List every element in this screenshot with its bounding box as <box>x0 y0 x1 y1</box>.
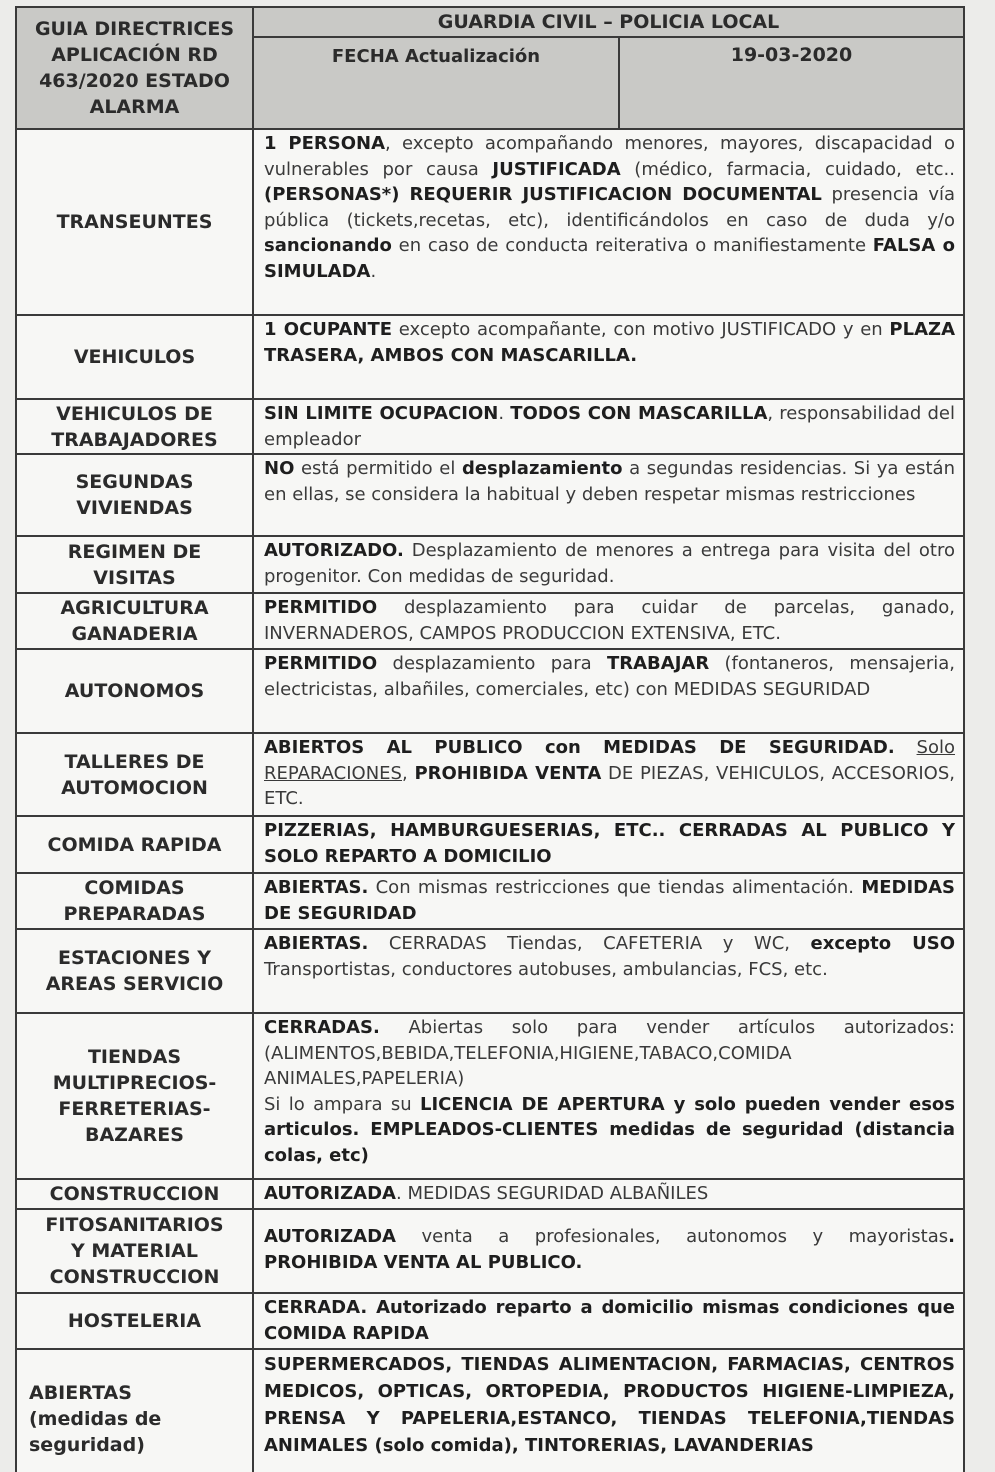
desc-text: . <box>370 260 377 282</box>
desc-bold: desplazamiento <box>461 458 623 479</box>
desc-text: venta a profesionales, autonomos y mayoristas <box>396 1226 949 1247</box>
table-row <box>17 316 963 400</box>
row-category: HOSTELERIA <box>17 1294 254 1348</box>
table-row <box>17 537 963 594</box>
authority-title: GUARDIA CIVIL – POLICIA LOCAL <box>254 8 963 38</box>
table-header <box>17 8 963 130</box>
row-description <box>254 817 963 872</box>
row-category: COMIDA RAPIDA <box>17 817 254 872</box>
desc-text: Desplazamiento de menores a entrega para visita del otro progenitor. Con medidas de seguridad. <box>264 540 955 587</box>
desc-bold: PROHIBIDA VENTA <box>414 762 602 784</box>
row-description <box>254 734 963 815</box>
desc-text: excepto acompañante, con motivo JUSTIFICADO y en <box>392 319 890 340</box>
desc-bold: PIZZERIAS, HAMBURGUESERIAS, ETC.. CERRADAS AL PUBLICO Y SOLO REPARTO A DOMICILIO <box>264 820 955 867</box>
row-category: VEHICULOS <box>17 316 254 398</box>
table-row <box>17 930 963 1014</box>
desc-bold: CERRADA. Autorizado reparto a domicilio mismas condiciones que COMIDA RAPIDA <box>264 1297 955 1344</box>
desc-text: (fontaneros, mensajeria, electricistas, albañiles, comerciales, etc) con MEDIDAS SEGURIDAD <box>264 653 955 700</box>
desc-text: Con mismas restricciones que tiendas alimentación. <box>368 877 862 898</box>
desc-bold: CERRADAS. <box>264 1017 380 1038</box>
table-row <box>17 594 963 650</box>
row-description <box>254 537 963 592</box>
row-category: COMIDAS PREPARADAS <box>17 874 254 928</box>
table-row <box>17 455 963 537</box>
desc-paragraph <box>264 1015 955 1092</box>
table-row <box>17 734 963 817</box>
table-row <box>17 130 963 316</box>
desc-bold: sancionando <box>264 235 392 256</box>
table-row <box>17 874 963 930</box>
desc-bold: AUTORIZADO. <box>264 540 404 561</box>
row-category: CONSTRUCCION <box>17 1180 254 1208</box>
desc-text: en caso de conducta reiterativa o manifiestamente <box>391 235 873 256</box>
desc-bold: NO <box>264 458 295 479</box>
desc-text: desplazamiento para cuidar de parcelas, ganado, INVERNADEROS, CAMPOS PRODUCCION EXTENSIVA, ETC. <box>264 597 955 644</box>
header-right <box>254 8 963 128</box>
row-description <box>254 130 963 314</box>
desc-bold: PERMITIDO <box>264 597 378 618</box>
desc-text: , responsabilidad del empleador <box>264 403 955 450</box>
row-description <box>254 1180 963 1208</box>
update-date-row <box>254 38 963 128</box>
desc-text: . <box>498 403 511 424</box>
desc-text: presencia vía pública (tickets,recetas, etc), identificándolos en caso de duda y/o <box>264 184 956 231</box>
table-row <box>17 817 963 874</box>
desc-bold: AUTORIZADA <box>264 1183 396 1204</box>
desc-text: Abiertas solo para vender artículos autorizados: (ALIMENTOS,BEBIDA,TELEFONIA,HIGIENE,TABACO,COMIDA ANIMALES,PAPELERIA) <box>264 1017 955 1089</box>
desc-bold: excepto USO <box>810 933 956 954</box>
table-row <box>17 400 963 455</box>
row-category: AUTONOMOS <box>17 650 254 732</box>
desc-text: (médico, farmacia, cuidado, etc.. <box>620 158 955 180</box>
table-row <box>17 1210 963 1294</box>
row-category: SEGUNDAS VIVIENDAS <box>17 455 254 535</box>
row-category: ABIERTAS (medidas de seguridad) <box>17 1350 254 1472</box>
table-row <box>17 1294 963 1350</box>
update-date-value: 19-03-2020 <box>730 44 853 66</box>
desc-text: desplazamiento para <box>377 653 607 674</box>
row-description <box>254 400 963 453</box>
row-category: VEHICULOS DE TRABAJADORES <box>17 400 254 453</box>
row-description <box>254 1210 963 1292</box>
row-category: FITOSANITARIOS Y MATERIAL CONSTRUCCION <box>17 1210 254 1292</box>
table-row <box>17 1350 963 1472</box>
row-description <box>254 1014 963 1178</box>
directives-table <box>15 6 965 1472</box>
desc-text: a segundas residencias. Si ya están en ellas, se considera la habitual y deben respetar mismas restricciones <box>264 458 955 505</box>
row-category: TALLERES DE AUTOMOCION <box>17 734 254 815</box>
row-description <box>254 594 963 648</box>
desc-bold: ABIERTOS AL PUBLICO con MEDIDAS DE SEGURIDAD. <box>264 737 895 758</box>
row-description <box>254 316 963 398</box>
table-row <box>17 1180 963 1210</box>
desc-bold: . PROHIBIDA VENTA AL PUBLICO. <box>264 1226 955 1273</box>
desc-bold: FALSA o SIMULADA <box>264 235 955 282</box>
document-title: GUIA DIRECTRICES APLICACIÓN RD 463/2020 ESTADO ALARMA <box>17 8 254 128</box>
row-category: AGRICULTURA GANADERIA <box>17 594 254 648</box>
desc-bold: AUTORIZADA <box>264 1226 396 1247</box>
desc-text: , <box>401 762 415 784</box>
desc-bold: LICENCIA DE APERTURA y solo pueden vender esos articulos. EMPLEADOS-CLIENTES medidas de seguridad (distancia colas, etc) <box>264 1093 955 1166</box>
desc-text: Si lo ampara su <box>264 1093 420 1115</box>
row-category: TRANSEUNTES <box>17 130 254 314</box>
row-description <box>254 1350 963 1472</box>
desc-text: , excepto acompañando menores, mayores, discapacidad o vulnerables por causa <box>264 133 955 180</box>
row-description <box>254 874 963 928</box>
desc-bold: 1 OCUPANTE <box>264 319 393 340</box>
desc-text: DE PIEZAS, VEHICULOS, ACCESORIOS, ETC. <box>264 762 955 809</box>
desc-bold: 1 PERSONA <box>264 133 385 154</box>
row-description <box>254 650 963 732</box>
desc-bold: MEDIDAS DE SEGURIDAD <box>264 877 955 924</box>
update-date-label: FECHA Actualización <box>254 38 620 128</box>
desc-underlined: Solo REPARACIONES <box>264 737 955 784</box>
desc-bold: TRABAJAR <box>606 653 710 674</box>
desc-bold: (PERSONAS*) REQUERIR JUSTIFICACION DOCUMENTAL <box>264 184 822 205</box>
desc-paragraph <box>264 1092 955 1169</box>
row-category: ESTACIONES Y AREAS SERVICIO <box>17 930 254 1012</box>
row-description <box>254 455 963 535</box>
row-description <box>254 1294 963 1348</box>
desc-bold: PERMITIDO <box>264 653 378 674</box>
table-row <box>17 650 963 734</box>
desc-text: . MEDIDAS SEGURIDAD ALBAÑILES <box>396 1183 709 1204</box>
desc-bold: JUSTIFICADA <box>492 158 621 180</box>
row-description <box>254 930 963 1012</box>
desc-bold: SIN LIMITE OCUPACION <box>264 403 499 424</box>
desc-text: Transportistas, conductores autobuses, ambulancias, FCS, etc. <box>264 958 828 980</box>
desc-bold: SUPERMERCADOS, TIENDAS ALIMENTACION, FARMACIAS, CENTROS MEDICOS, OPTICAS, ORTOPEDIA, PRODUCTOS HIGIENE-LIMPIEZA, PRENSA Y PAPELERIA,ESTANCO, TIENDAS TELEFONIA,TIENDAS ANIMALES (solo comida), TINTORERIAS, LAVANDERIAS <box>264 1354 955 1456</box>
row-category: TIENDAS MULTIPRECIOS- FERRETERIAS- BAZARES <box>17 1014 254 1178</box>
desc-text: CERRADAS Tiendas, CAFETERIA y WC, <box>368 933 811 954</box>
desc-bold: ABIERTAS. <box>264 877 369 898</box>
desc-bold: ABIERTAS. <box>264 933 369 954</box>
row-category: REGIMEN DE VISITAS <box>17 537 254 592</box>
desc-bold: TODOS CON MASCARILLA <box>510 403 768 424</box>
desc-bold: PLAZA TRASERA, AMBOS CON MASCARILLA. <box>264 319 955 366</box>
table-row <box>17 1014 963 1180</box>
desc-text: está permitido el <box>294 458 462 479</box>
